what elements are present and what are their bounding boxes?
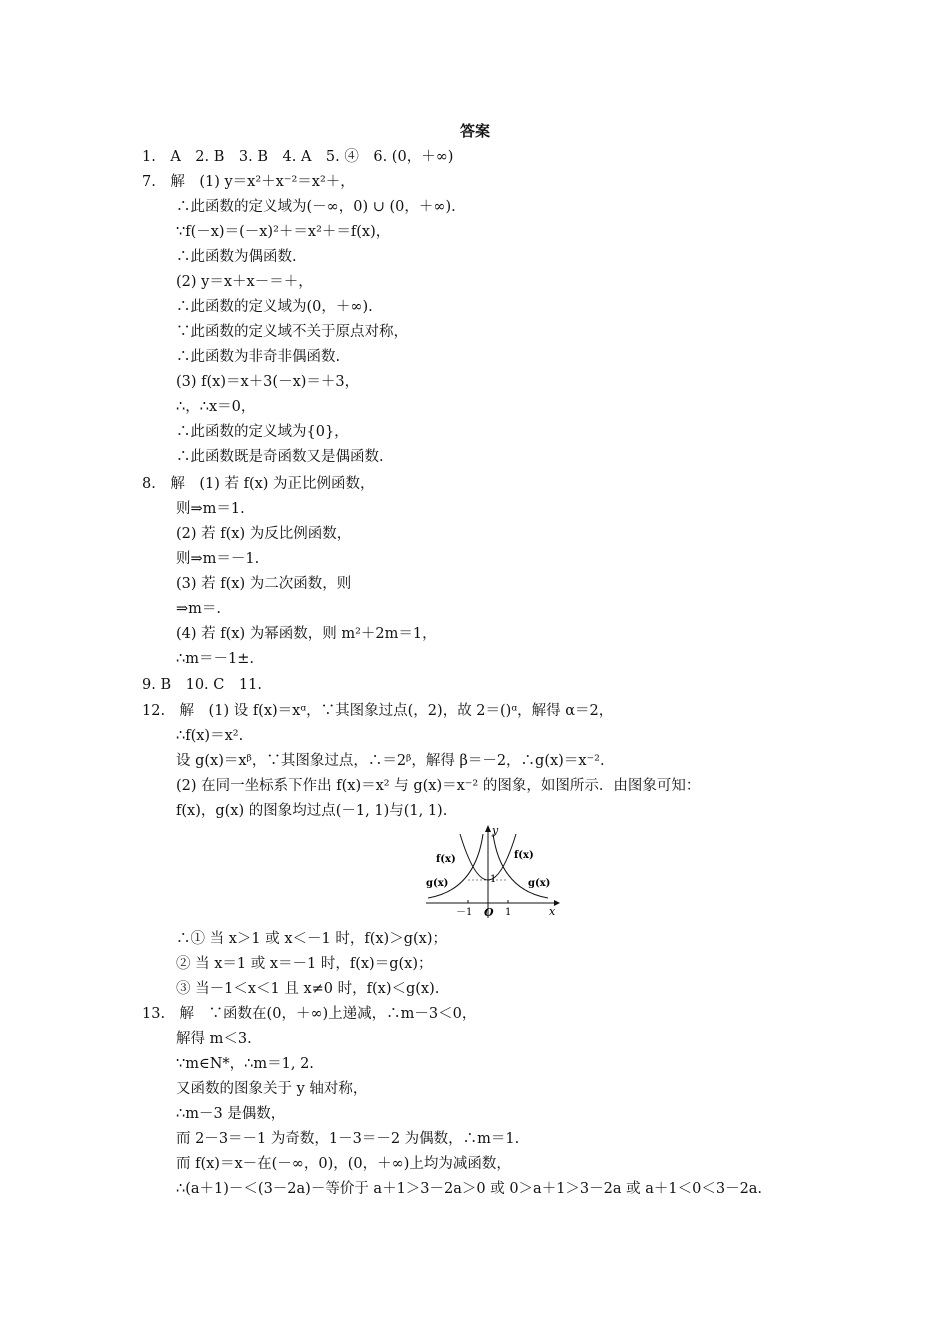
f-left-label: f(x) [436, 854, 456, 865]
answer-line: (2) 在同一坐标系下作出 f(x)＝x² 与 g(x)＝x⁻² 的图象，如图所示．由图象可知： [176, 778, 701, 794]
x-tick-label-pos1: 1 [505, 907, 512, 918]
x-axis-label: x [549, 905, 556, 918]
answer-line: 则⇒m＝－1. [176, 551, 260, 567]
answer-line: 8. 解 (1) 若 f(x) 为正比例函数， [142, 476, 375, 492]
answer-line: (3) f(x)＝x＋3(－x)＝＋3， [176, 374, 360, 390]
answer-line: ∴① 当 x＞1 或 x＜－1 时，f(x)＞g(x)； [176, 931, 447, 947]
answer-line: (3) 若 f(x) 为二次函数，则 [176, 576, 352, 592]
answer-line: ∴(a＋1)－＜(3－2a)－等价于 a＋1＞3－2a＞0 或 0＞a＋1＞3－2a 或 a＋1＜0＜3－2a. [176, 1181, 763, 1197]
f-right-label: f(x) [514, 850, 534, 861]
answer-line: 而 2－3＝－1 为奇数，1－3＝－2 为偶数，∴m＝1. [176, 1131, 520, 1147]
answer-line: 9. B 10. C 11. [142, 677, 262, 693]
answer-line: 12. 解 (1) 设 f(x)＝xᵅ，∵其图象过点(，2)，故 2＝()ᵅ，解得 α＝2， [142, 703, 614, 719]
answer-line: 解得 m＜3. [176, 1031, 252, 1047]
answer-line: (4) 若 f(x) 为幂函数，则 m²＋2m＝1， [176, 626, 437, 642]
answer-line: 1. A 2. B 3. B 4. A 5. ④ 6. (0，＋∞) [142, 149, 454, 165]
answer-line: ∴此函数的定义域为(0，＋∞). [176, 299, 373, 315]
answer-line: 13. 解 ∵函数在(0，＋∞)上递减，∴m－3＜0， [142, 1006, 477, 1022]
g-right-label: g(x) [528, 878, 551, 889]
answer-line: ∴此函数为偶函数. [176, 249, 297, 265]
answer-line: ∴此函数的定义域为{0}， [176, 424, 349, 440]
y-axis-label: y [492, 824, 499, 837]
y-axis-arrow-icon [485, 825, 491, 832]
answer-line: ∴m－3 是偶数， [176, 1106, 286, 1122]
answer-line: ∵m∈N*，∴m＝1, 2. [176, 1056, 314, 1072]
answer-line: ∴m＝－1±. [176, 651, 254, 667]
answer-line: ∵此函数的定义域不关于原点对称， [176, 324, 408, 340]
answer-line: 7. 解 (1) y＝x²＋x⁻²＝x²＋， [142, 174, 355, 190]
answer-line: ∴此函数既是奇函数又是偶函数. [176, 449, 384, 465]
x-tick-label-neg1: －1 [456, 907, 473, 918]
y-tick-label-1: 1 [490, 874, 497, 885]
g-left-label: g(x) [426, 878, 449, 889]
answer-line: ∴f(x)＝x². [176, 728, 244, 744]
origin-label: O [484, 906, 494, 919]
answer-line: 又函数的图象关于 y 轴对称， [176, 1081, 368, 1097]
answer-line: ③ 当－1＜x＜1 且 x≠0 时，f(x)＜g(x). [176, 981, 440, 997]
answer-line: ∵f(－x)＝(－x)²＋＝x²＋＝f(x)， [176, 224, 391, 240]
answer-line: 则⇒m＝1. [176, 501, 245, 517]
page-title: 答案 [459, 122, 490, 140]
function-graph [420, 820, 560, 920]
answer-line: ∴此函数为非奇非偶函数. [176, 349, 341, 365]
answer-line: ② 当 x＝1 或 x＝－1 时，f(x)＝g(x)； [176, 956, 433, 972]
answer-line: (2) y＝x＋x－＝＋， [176, 274, 313, 290]
answer-line: (2) 若 f(x) 为反比例函数， [176, 526, 352, 542]
answer-line: ∴，∴x＝0， [176, 399, 256, 415]
answer-line: ⇒m＝. [176, 601, 222, 617]
answer-line: 而 f(x)＝x－在(－∞，0)，(0，＋∞)上均为减函数， [176, 1156, 511, 1172]
answer-line: 设 g(x)＝xᵝ，∵其图象过点，∴＝2ᵝ，解得 β＝－2，∴g(x)＝x⁻². [176, 753, 605, 769]
answer-line: ∴此函数的定义域为(－∞，0) ∪ (0，＋∞). [176, 199, 456, 215]
answer-line: f(x)，g(x) 的图象均过点(－1, 1)与(1, 1). [176, 803, 448, 819]
